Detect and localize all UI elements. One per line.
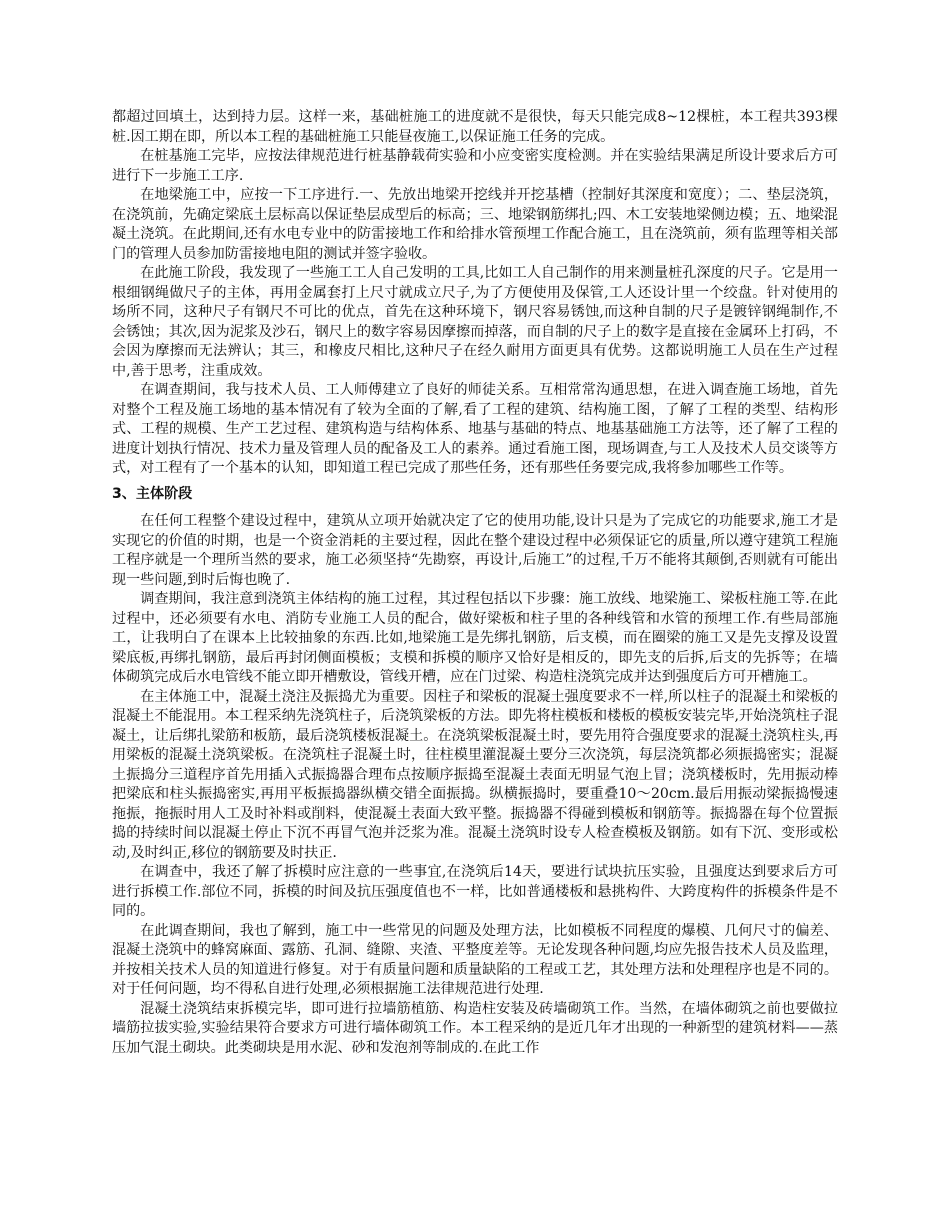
paragraph-main-structure-process: 调查期间，我注意到浇筑主体结构的施工过程，其过程包括以下步骤：施工放线、地梁施工、梁板柱施工等.在此过程中，还必须要有水电、消防专业施工人员的配合，做好梁板和柱子里的各种线管和水管的预埋工作.有些局部施工，让我明白了在课本上比较抽象的东西.比如,地梁施工是先绑扎钢筋，后支模，而在圈梁的施工又是先支撑及设置梁底板,再绑扎钢筋，最后再封闭侧面模板；支模和拆模的顺序又恰好是相反的，即先支的后拆,后支的先拆等；在墙体砌筑完成后水电管线不能立即开槽敷设，管线开槽，应在门过梁、构造柱浇筑完成并达到强度后方可开槽施工。 xyxy=(112,591,838,685)
paragraph-masonry-work: 混凝土浇筑结束拆模完毕，即可进行拉墙筋植筋、构造柱安装及砖墙砌筑工作。当然，在墙体砌筑之前也要做拉墙筋拉拔实验,实验结果符合要求方可进行墙体砌筑工作。本工程采纳的是近几年才出现的一种新型的建筑材料——蒸压加气混土砌块。此类砌块是用水泥、砂和发泡剂等制成的.在此工作 xyxy=(112,1000,838,1056)
paragraph-common-problems: 在此调查期间，我也了解到，施工中一些常见的问题及处理方法，比如模板不同程度的爆模、几何尺寸的偏差、混凝土浇筑中的蜂窝麻面、露筋、孔洞、缝隙、夹渣、平整度差等。无论发现各种问题,均应先报告技术人员及监理，并按相关技术人员的知道进行修复。对于有质量问题和质量缺陷的工程或工艺，其处理方法和处理程序也是不同的。对于任何问题，均不得私自进行处理,必须根据施工法律规范进行处理. xyxy=(112,922,838,997)
document-page xyxy=(112,108,838,1058)
section-heading: 3、主体阶段 xyxy=(112,485,193,502)
paragraph-construction-procedure: 在任何工程整个建设过程中，建筑从立项开始就决定了它的使用功能,设计只是为了完成它的功能要求,施工才是实现它的价值的时期，也是一个资金消耗的主要过程，因此在整个建设过程中必须保证它的质量,所以遵守建筑工程施工程序就是一个理所当然的要求，施工必须坚持“先勘察，再设计,后施工”的过程,千万不能将其颠倒,否则就有可能出现一些问题,到时后悔也晚了. xyxy=(112,513,838,588)
paragraph-formwork-removal: 在调查中，我还了解了拆模时应注意的一些事宜,在浇筑后14天，要进行试块抗压实验，且强度达到要求后方可进行拆模工作.部位不同，拆模的时间及抗压强度值也不一样，比如普通楼板和悬挑构件、大跨度构件的拆模条件是不同的。 xyxy=(112,864,838,919)
paragraph-investigation-relations: 在调查期间，我与技术人员、工人师傅建立了良好的师徒关系。互相常常沟通思想，在进入调查施工场地，首先对整个工程及施工场地的基本情况有了较为全面的了解,看了工程的建筑、结构施工图，了解了工程的类型、结构形式、工程的规模、生产工艺过程、建筑构造与结构体系、地基与基础的特点、地基基础施工方法等，还了解了工程的进度计划执行情况、技术力量及管理人员的配备及工人的素养。通过看施工图，现场调查,与工人及技术人员交谈等方式，对工程有了一个基本的认知，即知道工程已完成了那些任务，还有那些任务要完成,我将参加哪些工作等。 xyxy=(112,382,838,476)
paragraph-ground-beam-process: 在地梁施工中，应按一下工序进行.一、先放出地梁开挖线并开挖基槽（控制好其深度和宽度）；二、垫层浇筑，在浇筑前，先确定梁底土层标高以保证垫层成型后的标高；三、地梁钢筋绑扎;四、木工安装地梁侧边模；五、地梁混凝土浇筑。在此期间,还有水电专业中的防雷接地工作和给排水管预埋工作配合施工，且在浇筑前，须有监理等相关部门的管理人员参加防雷接地电阻的测试并签字验收。 xyxy=(112,187,838,262)
paragraph-foundation-piles: 都超过回填土，达到持力层。这样一来，基础桩施工的进度就不是很快，每天只能完成8~12棵桩，本工程共393棵桩.因工期在即，所以本工程的基础桩施工只能昼夜施工,以保证施工任务的完成。 xyxy=(112,109,838,145)
paragraph-pile-testing: 在桩基施工完毕，应按法律规范进行桩基静载荷实验和小应变密实度检测。并在实验结果满足所设计要求后方可进行下一步施工工序. xyxy=(112,148,838,184)
paragraph-concrete-pouring: 在主体施工中，混凝土浇注及振捣尤为重要。因柱子和梁板的混凝土强度要求不一样,所以柱子的混凝土和梁板的混凝土不能混用。本工程采纳先浇筑柱子，后浇筑梁板的方法。即先将柱模板和楼板的模板安装完毕,开始浇筑柱子混凝土，让后绑扎梁筋和板筋，最后浇筑楼板混凝土。在浇筑梁板混凝土时，要先用符合强度要求的混凝土浇筑柱头,再用梁板的混凝土浇筑梁板。在浇筑柱子混凝土时，往柱模里灌混凝土要分三次浇筑，每层浇筑都必须振捣密实；混凝土振捣分三道程序首先用插入式振捣器合理布点按顺序振捣至混凝土表面无明显气泡上冒；浇筑楼板时，先用振动棒把梁底和柱头振捣密实,再用平板振捣器纵横交错全面振捣。纵横振捣时，要重叠10～20cm.最后用振动梁振捣慢速拖振，拖振时用人工及时补料或削料，使混凝土表面大致平整。振捣器不得碰到模板和钢筋等。振捣器在每个位置振捣的持续时间以混凝土停止下沉不再冒气泡并泛浆为准。混凝土浇筑时设专人检查模板及钢筋。如有下沉、变形或松动,及时纠正,移位的钢筋要及时扶正. xyxy=(112,688,838,861)
paragraph-self-made-tools: 在此施工阶段，我发现了一些施工工人自己发明的工具,比如工人自己制作的用来测量桩孔深度的尺子。它是用一根细钢绳做尺子的主体，再用金属套打上尺寸就成立尺子,为了方便使用及保管,工人还设计里一个绞盘。针对使用的场所不同，这种尺子有钢尺不可比的优点，首先在这种环境下，钢尺容易锈蚀,而这种自制的尺子是镀锌钢绳制作,不会锈蚀；其次,因为泥浆及沙石，钢尺上的数字容易因摩擦而掉落，而自制的尺子上的数字是直接在金属环上打码，不会因为摩擦而无法辨认；其三，和橡皮尺相比,这种尺子在经久耐用方面更具有优势。这都说明施工人员在生产过程中,善于思考，注重成效。 xyxy=(112,265,838,379)
